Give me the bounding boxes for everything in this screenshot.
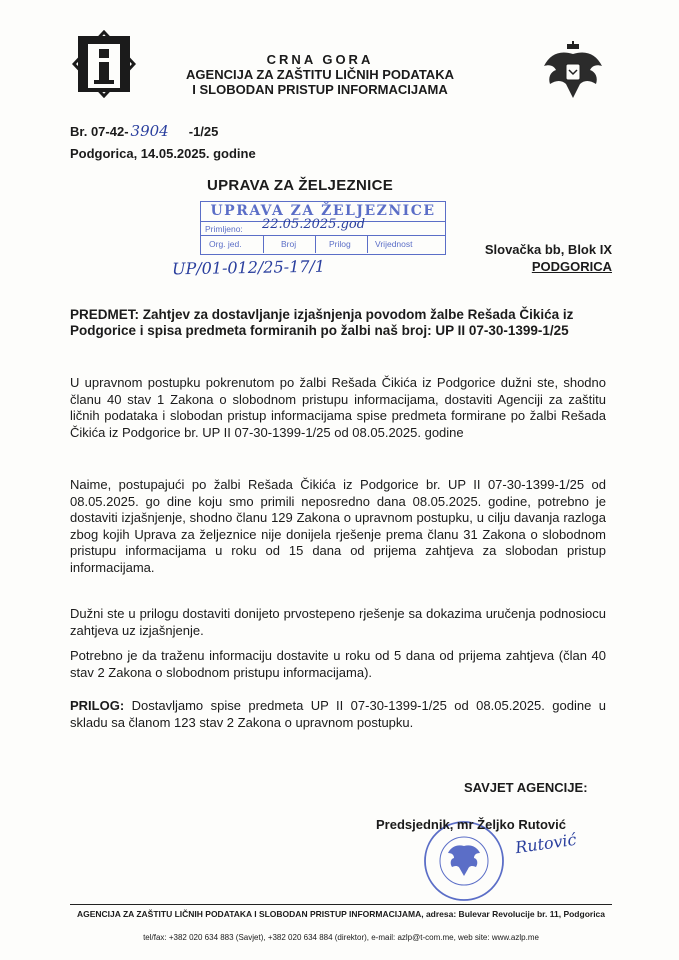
stamp-col-org: Org. jed. — [209, 239, 242, 249]
subject-text: Zahtjev za dostavljanje izjašnjenja povodom žalbe Rešada Čikića iz Podgorice i spisa predmeta formiranih po žalbi naš broj: UP II 07-30-1399-1/25 — [70, 307, 574, 338]
letterhead — [170, 52, 470, 97]
recipient-address — [462, 241, 612, 275]
footer-contacts: tel/fax: +382 020 634 883 (Savjet), +382 020 634 884 (direktor), e-mail: azlp@t-com.me, web site: www.azlp.me — [143, 933, 539, 942]
footer-address: AGENCIJA ZA ZAŠTITU LIČNIH PODATAKA I SLOBODAN PRISTUP INFORMACIJAMA, adresa: Bulevar Revolucije br. 11, Podgorica — [76, 909, 606, 919]
country-name: CRNA GORA — [266, 52, 374, 67]
address-street: Slovačka bb, Blok IX — [484, 242, 612, 257]
subject-label: PREDMET: — [70, 307, 140, 322]
coat-of-arms-icon — [540, 40, 606, 104]
paragraph: U upravnom postupku pokrenutom po žalbi Rešada Čikića iz Podgorice dužni ste, shodno članu 40 stav 1 Zakona o slobodnom pristupu informacijama, dostaviti Agenciji za zaštitu ličnih podataka i slobodan pristup informacijama spise predmeta formirane po žalbi Rešada Čikića iz Podgorice br. UP II 07-30-1399-1/25 od 08.05.2025. godine — [70, 375, 606, 440]
attachment — [70, 698, 606, 731]
paragraph: Potrebno je da traženu informaciju dostavite u roku od 5 dana od prijema zahtjeva (član 40 stav 2 Zakona o slobodnom pristupu informacijama). — [70, 648, 606, 680]
recipient-name: UPRAVA ZA ŽELJEZNICE — [207, 177, 394, 194]
attachment-text: Dostavljamo spise predmeta UP II 07-30-1399-1/25 od 08.05.2025. godine u skladu sa članom 123 stav 2 Zakona o upravnom postupku. — [70, 698, 606, 730]
stamp-title: UPRAVA ZA ŽELJEZNICE — [210, 203, 436, 219]
agency-name-line1: AGENCIJA ZA ZAŠTITU LIČNIH PODATAKA — [186, 67, 454, 82]
stamp-received-date: 22.05.2025.god — [262, 217, 366, 232]
handwritten-case-number: UP/01-012/25-17/1 — [171, 256, 326, 279]
handwritten-signature: Rutović — [513, 829, 578, 858]
stamp-col-prilog: Prilog — [329, 239, 351, 249]
handwritten-reference: 3904 — [130, 122, 169, 140]
date-line: Podgorica, 14.05.2025. godine — [70, 146, 256, 161]
agency-name-line2: I SLOBODAN PRISTUP INFORMACIJAMA — [192, 82, 448, 97]
reference-suffix: -1/25 — [188, 124, 219, 139]
reference-number — [70, 122, 218, 140]
stamp-received-label: Primljeno: — [205, 224, 243, 234]
reference-prefix: Br. 07-42- — [70, 124, 129, 139]
stamp-col-broj: Broj — [281, 239, 297, 249]
address-city: PODGORICA — [531, 259, 612, 274]
attachment-label: PRILOG: — [70, 698, 125, 713]
council-heading: SAVJET AGENCIJE: — [464, 780, 588, 795]
official-seal-icon — [423, 820, 505, 902]
agency-logo — [72, 30, 136, 98]
subject — [70, 307, 600, 339]
paragraph: Naime, postupajući po žalbi Rešada Čikića iz Podgorice br. UP II 07-30-1399-1/25 od 08.05.2025. go dine koju smo primili neposredno dana 08.05.2025. godine, potrebno je dostaviti izjašnjenje, shodno članu 129 Zakona o upravnom postupku, u cilju davanja razloga zbog kojih Uprava za željeznice nije donijela rješenje prema članu 31 Zakona o slobodnom pristupu informacijama u roku od 15 dana od prijema zahtjeva za slobodan pristup informacijama. — [70, 477, 606, 575]
footer-divider — [70, 904, 612, 905]
stamp-col-vrijednost: Vrijednost — [375, 239, 413, 249]
president-signature-line: Predsjednik, mr Željko Rutović — [376, 817, 566, 832]
paragraph: Dužni ste u prilogu dostaviti donijeto prvostepeno rješenje sa dokazima uručenja podnosiocu zahtjeva uz izjašnjenje. — [70, 606, 606, 638]
